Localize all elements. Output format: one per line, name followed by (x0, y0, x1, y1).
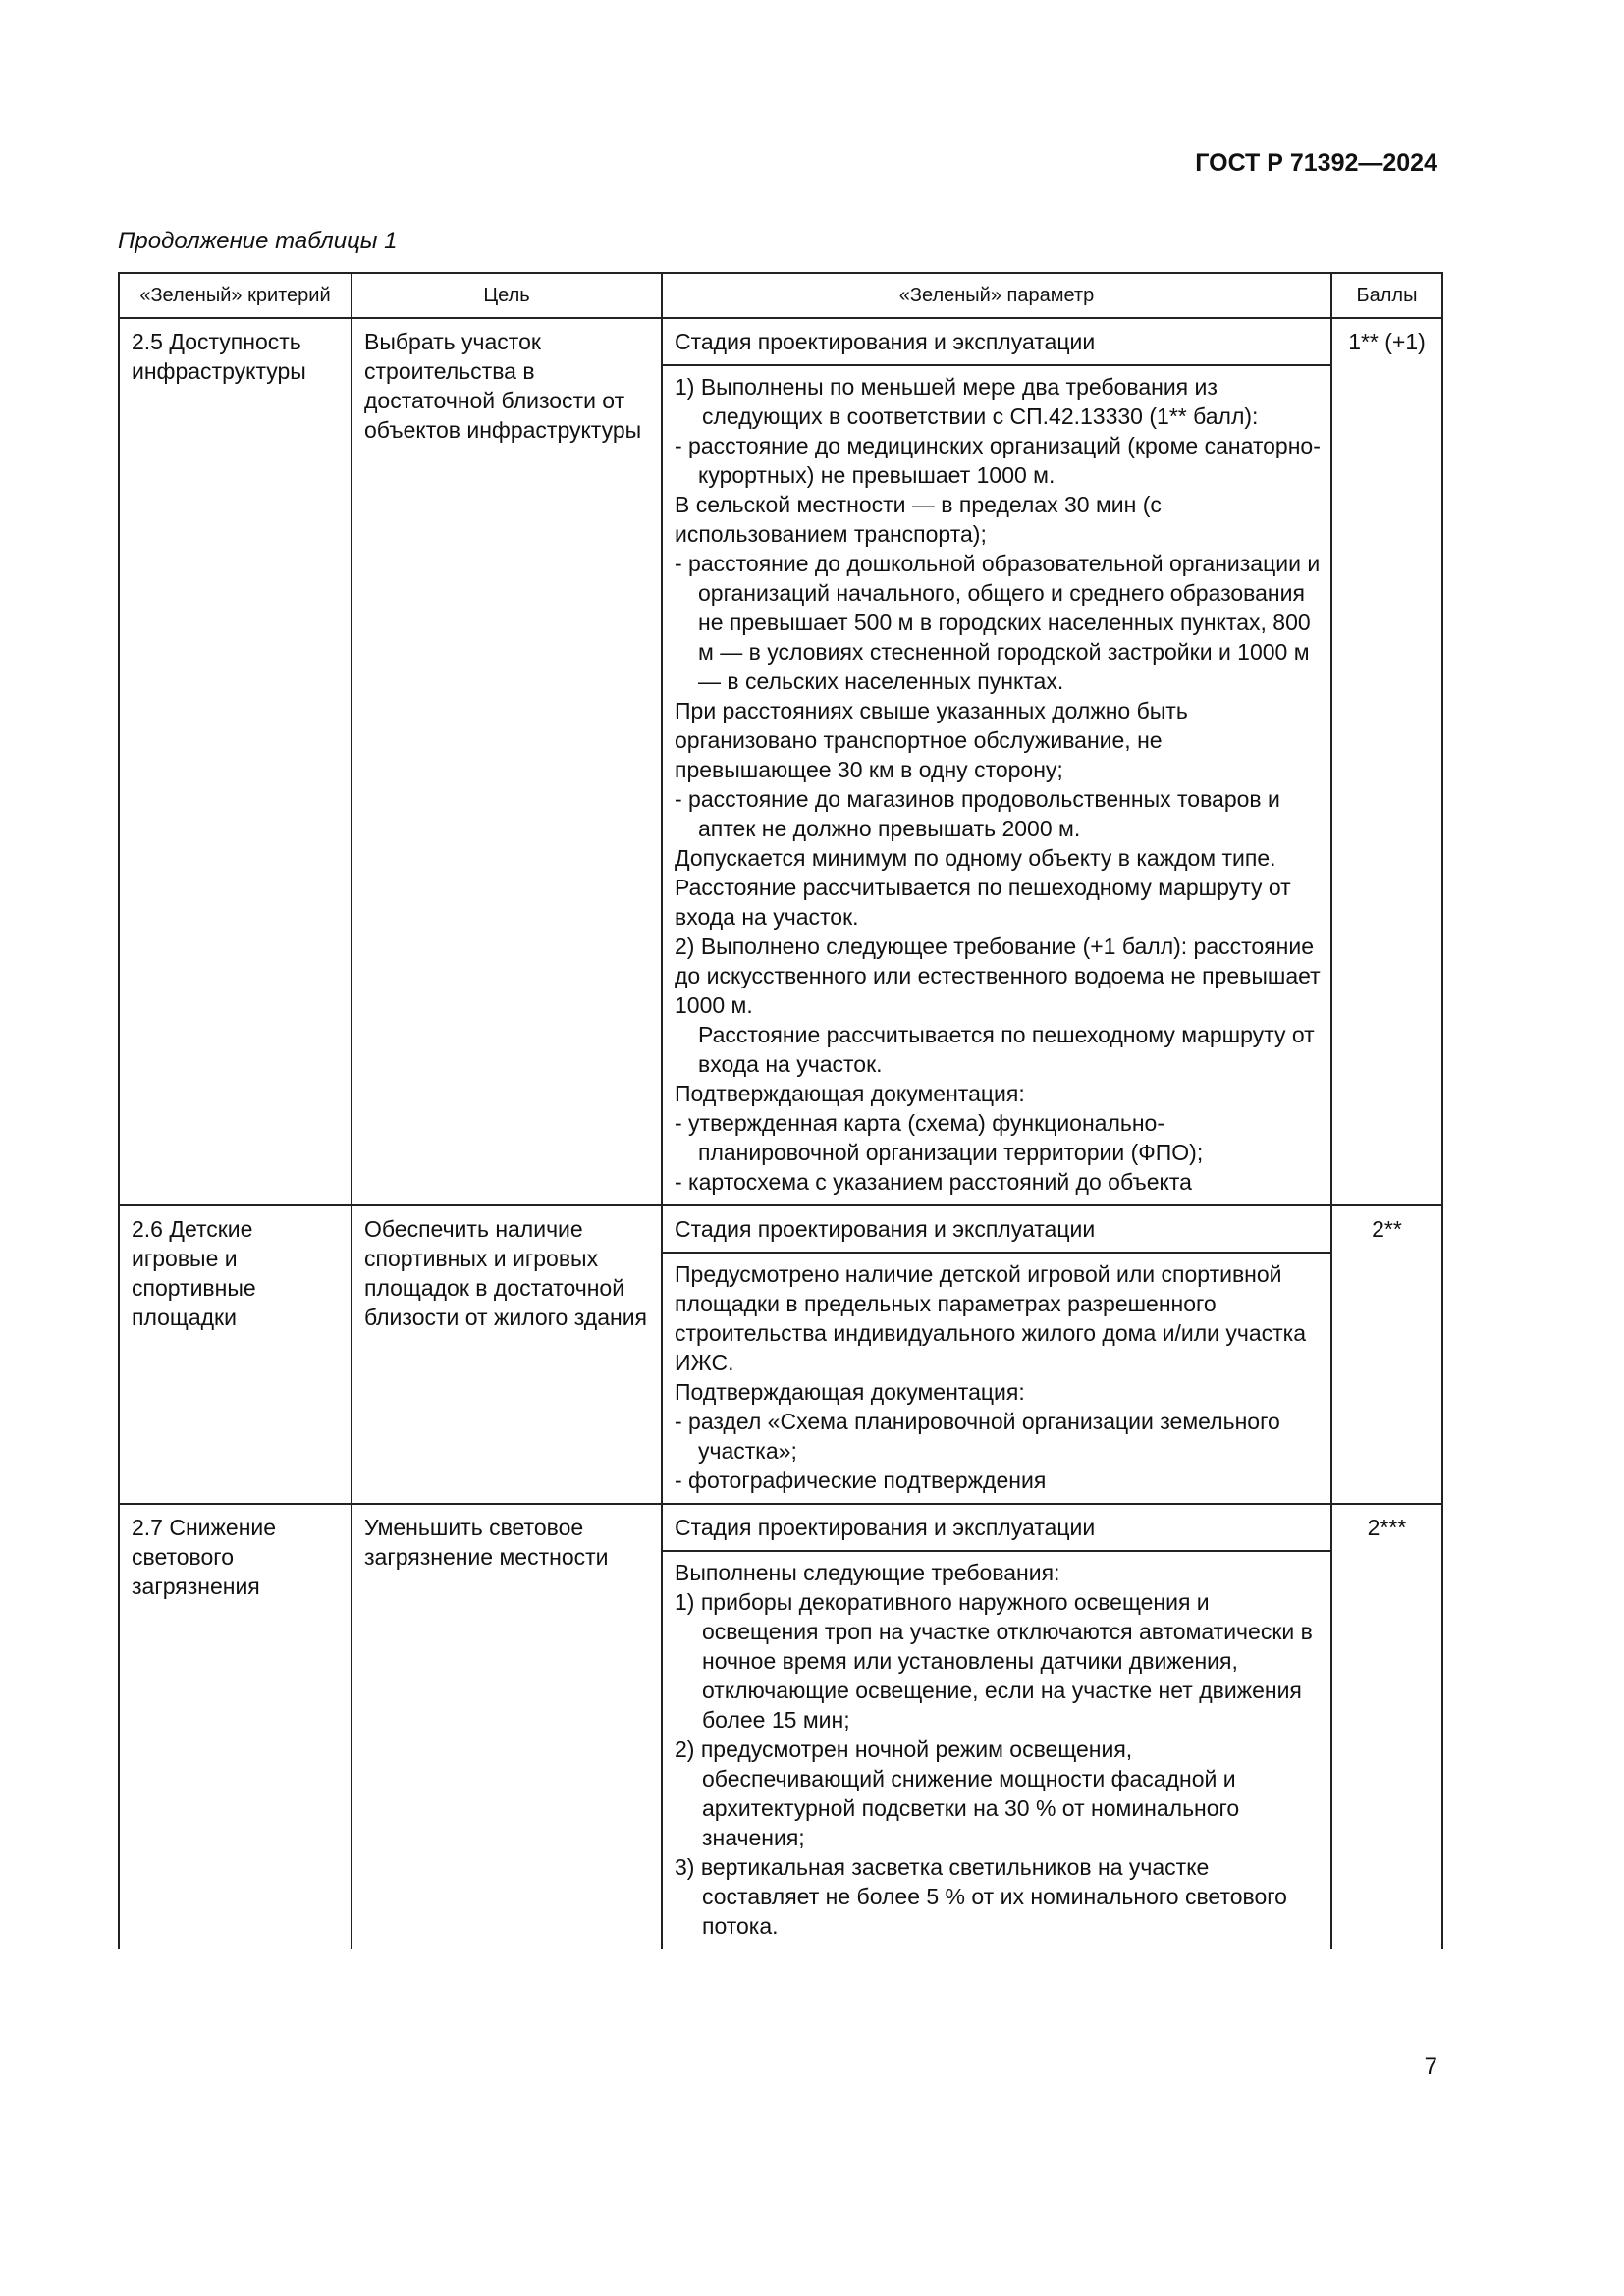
stage-label: Стадия проектирования и эксплуатации (663, 1206, 1330, 1254)
goal-cell: Уменьшить световое загрязнение местности (352, 1504, 662, 1949)
list-item: 2) Выполнено следующее требование (+1 балл): расстояние до искусственного или естественного водоема не превышает 1000 м. (675, 934, 1321, 1018)
points-cell: 2** (1331, 1205, 1442, 1504)
parameter-text (663, 1552, 1330, 1949)
column-header: «Зеленый» критерий (119, 273, 352, 318)
list-item: Расстояние рассчитывается по пешеходному маршруту от входа на участок. (675, 875, 1291, 930)
criterion-cell: 2.5 Доступность инфраструктуры (119, 318, 352, 1205)
table-row (119, 1504, 1442, 1949)
table-header-row (119, 273, 1442, 318)
criteria-table (118, 272, 1443, 1949)
document-code: ГОСТ Р 71392—2024 (1195, 149, 1437, 177)
list-item: - раздел «Схема планировочной организации земельного участка»; (675, 1409, 1280, 1464)
points-cell: 1** (+1) (1331, 318, 1442, 1205)
list-item: 2) предусмотрен ночной режим освещения, обеспечивающий снижение мощности фасадной и архитектурной подсветки на 30 % от номинального значения; (675, 1736, 1240, 1850)
parameter-text (663, 366, 1330, 1204)
parameter-cell (662, 1205, 1331, 1504)
list-item: - утвержденная карта (схема) функционально-планировочной организации территории (ФПО); (675, 1110, 1204, 1165)
list-item: - расстояние до магазинов продовольственных товаров и аптек не должно превышать 2000 м. (675, 786, 1280, 841)
points-cell: 2*** (1331, 1504, 1442, 1949)
list-item: Подтверждающая документация: (675, 1081, 1025, 1106)
list-item: Подтверждающая документация: (675, 1379, 1025, 1405)
list-item: Выполнены следующие требования: (675, 1560, 1060, 1585)
table-row (119, 318, 1442, 1205)
criterion-cell: 2.7 Снижение светового загрязнения (119, 1504, 352, 1949)
parameter-cell (662, 318, 1331, 1205)
parameter-cell (662, 1504, 1331, 1949)
page-number: 7 (1424, 2054, 1437, 2080)
parameter-text (663, 1254, 1330, 1503)
list-item: Допускается минимум по одному объекту в каждом типе. (675, 845, 1276, 871)
column-header: Цель (352, 273, 662, 318)
table-caption: Продолжение таблицы 1 (118, 228, 398, 254)
list-item: Предусмотрено наличие детской игровой или спортивной площадки в предельных параметрах разрешенного строительства индивидуального жилого дома и/или участка ИЖС. (675, 1261, 1307, 1375)
list-item: Расстояние рассчитывается по пешеходному маршруту от входа на участок. (698, 1022, 1315, 1077)
list-item: При расстояниях свыше указанных должно быть организовано транспортное обслуживание, не превышающее 30 км в одну сторону; (675, 698, 1188, 782)
column-header: Баллы (1331, 273, 1442, 318)
goal-cell: Обеспечить наличие спортивных и игровых площадок в достаточной близости от жилого здания (352, 1205, 662, 1504)
criterion-cell: 2.6 Детские игровые и спортивные площадки (119, 1205, 352, 1504)
list-item: 3) вертикальная засветка светильников на участке составляет не более 5 % от их номинального светового потока. (675, 1854, 1287, 1939)
list-item: - картосхема с указанием расстояний до объекта (675, 1169, 1192, 1195)
stage-label: Стадия проектирования и эксплуатации (663, 1505, 1330, 1552)
list-item: 1) приборы декоративного наружного освещения и освещения троп на участке отключаются автоматически в ночное время или установлены датчики движения, отключающие освещение, если на участке нет движения более 15 мин; (675, 1589, 1313, 1733)
column-header: «Зеленый» параметр (662, 273, 1331, 318)
stage-label: Стадия проектирования и эксплуатации (663, 319, 1330, 366)
list-item: 1) Выполнены по меньшей мере два требования из следующих в соответствии с СП.42.13330 (1** балл): (675, 374, 1259, 429)
table-row (119, 1205, 1442, 1504)
goal-cell: Выбрать участок строительства в достаточной близости от объектов инфраструктуры (352, 318, 662, 1205)
list-item: - фотографические подтверждения (675, 1468, 1047, 1493)
list-item: В сельской местности — в пределах 30 мин (с использованием транспорта); (675, 492, 1162, 547)
list-item: - расстояние до дошкольной образовательной организации и организаций начального, общего и среднего образования не превышает 500 м в городских населенных пунктах, 800 м — в условиях стесненной городской застройки и 1000 м — в сельских населенных пунктах. (675, 551, 1321, 694)
list-item: - расстояние до медицинских организаций (кроме санаторно-курортных) не превышает 1000 м. (675, 433, 1321, 488)
